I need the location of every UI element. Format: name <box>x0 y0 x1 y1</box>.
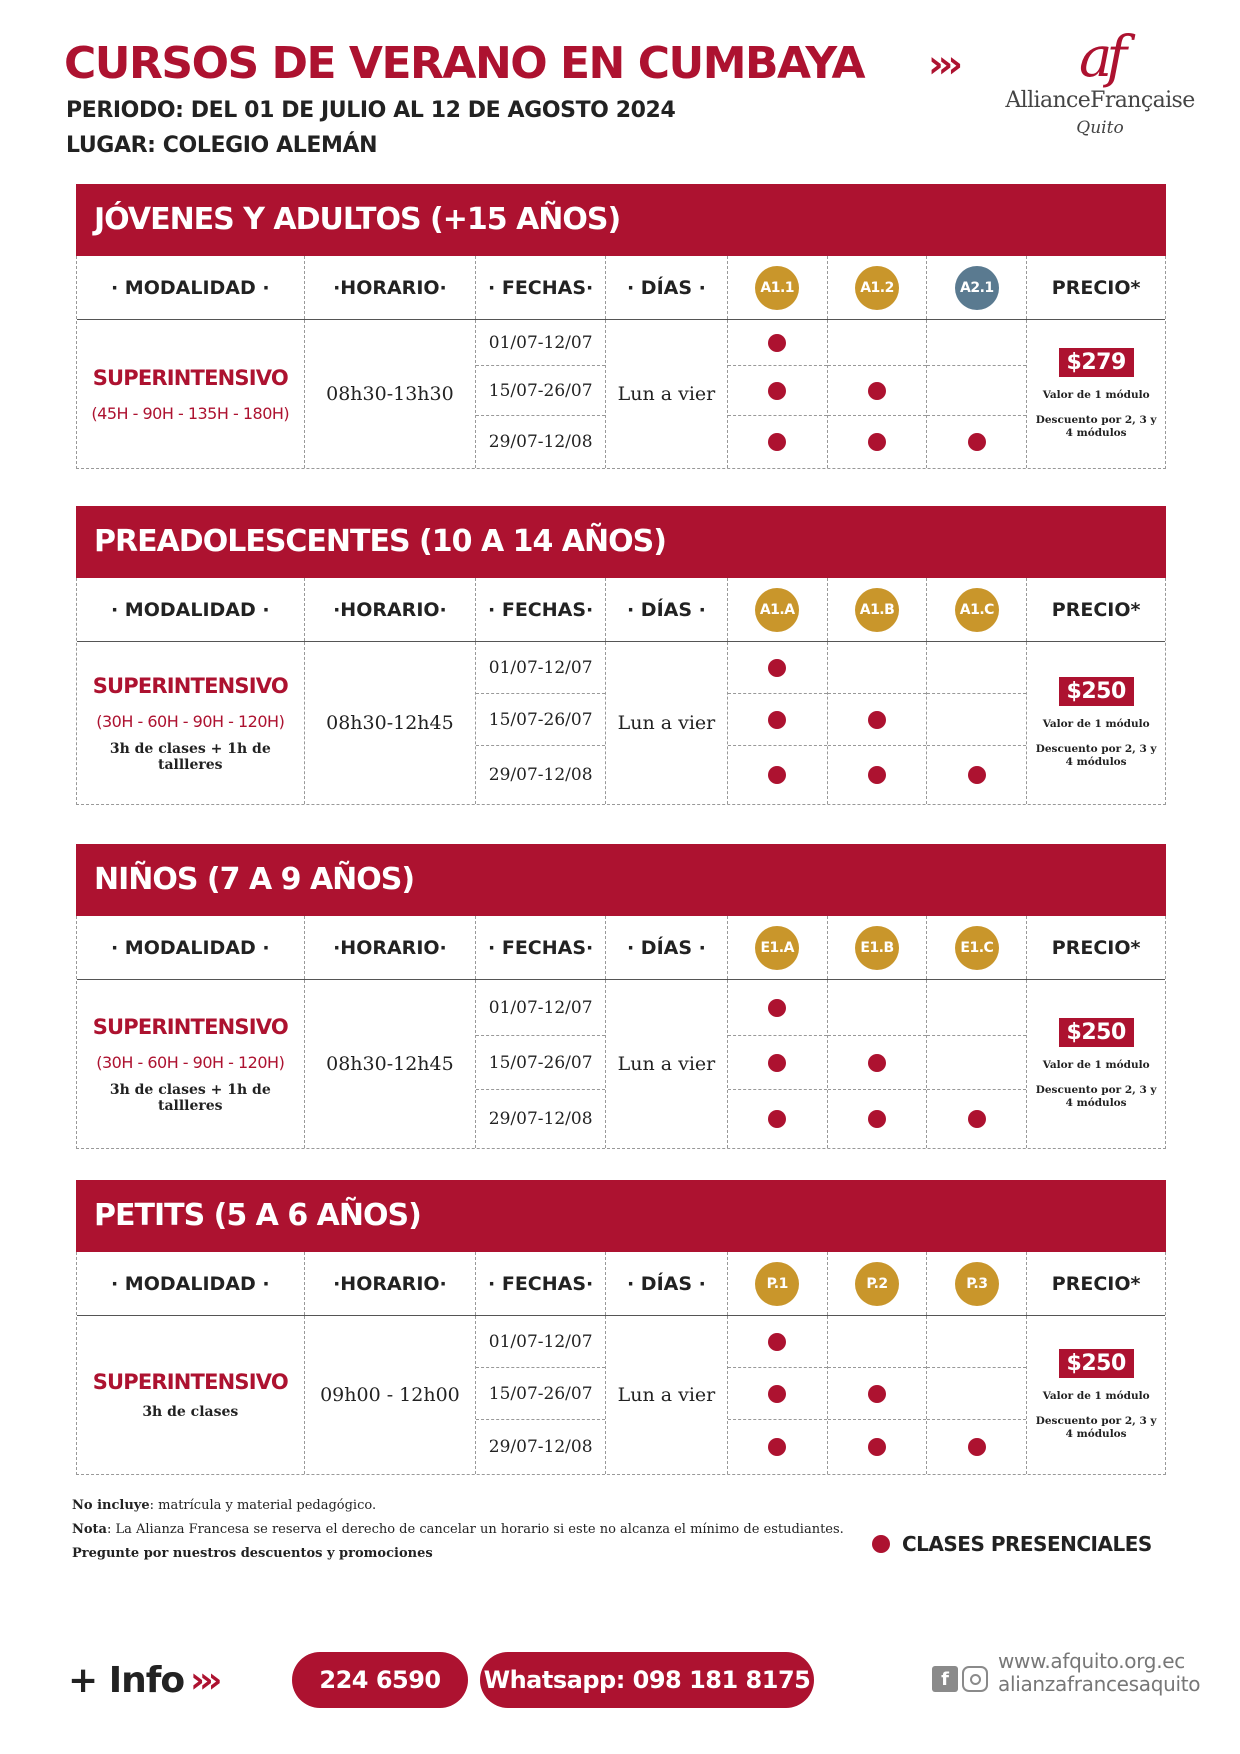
price-note: Valor de 1 módulo <box>1042 718 1150 730</box>
dot-icon <box>768 334 786 352</box>
col-fechas: · FECHAS· <box>476 916 606 979</box>
level-1-cell <box>728 980 828 1148</box>
dot-icon <box>768 1438 786 1456</box>
dot-slot <box>828 1368 927 1420</box>
table-body-row <box>77 1316 1165 1474</box>
social-handle[interactable]: alianzafrancesaquito <box>998 1672 1201 1696</box>
dot-slot <box>728 1316 827 1368</box>
price-discount-note: Descuento por 2, 3 y 4 módulos <box>1035 1415 1157 1440</box>
dot-slot <box>728 1368 827 1420</box>
precio-cell <box>1027 980 1165 1148</box>
dot-icon <box>868 433 886 451</box>
dot-icon <box>968 1110 986 1128</box>
table-body-row <box>77 980 1165 1148</box>
dot-icon <box>768 382 786 400</box>
dot-icon <box>768 711 786 729</box>
col-precio: PRECIO* <box>1051 936 1141 959</box>
legend <box>872 1532 1152 1556</box>
modalidad-cell <box>77 320 305 468</box>
col-level-3 <box>927 578 1027 641</box>
dot-slot <box>728 366 827 416</box>
dot-icon <box>768 1110 786 1128</box>
dot-slot <box>728 694 827 746</box>
price-discount-note: Descuento por 2, 3 y 4 módulos <box>1035 743 1157 768</box>
col-level-3 <box>927 256 1027 319</box>
level-badge: E1.C <box>955 926 999 970</box>
dot-icon <box>868 766 886 784</box>
modalidad-extra: 3h de clases + 1h de tallleres <box>109 740 271 773</box>
horario-cell: 09h00 - 12h00 <box>305 1316 477 1474</box>
col-fechas: · FECHAS· <box>476 1252 606 1315</box>
level-badge: A1.C <box>955 588 999 632</box>
col-level-1 <box>728 1252 828 1315</box>
col-modalidad: · MODALIDAD · <box>77 256 305 319</box>
info-label: + Info <box>68 1660 185 1701</box>
dot-slot <box>828 1316 927 1368</box>
footnote-promo: Pregunte por nuestros descuentos y promociones <box>72 1546 433 1561</box>
col-level-3 <box>927 916 1027 979</box>
dot-slot <box>728 416 827 468</box>
dot-icon <box>868 1054 886 1072</box>
dot-slot <box>927 1090 1026 1148</box>
dot-slot <box>927 694 1026 746</box>
arrows-icon: ››› <box>928 42 957 86</box>
section-title: PETITS (5 A 6 AÑOS) <box>76 1180 1166 1252</box>
level-badge: A1.1 <box>755 266 799 310</box>
dot-icon <box>868 711 886 729</box>
level-badge: P.1 <box>755 1262 799 1306</box>
date-range: 29/07-12/08 <box>488 1437 593 1457</box>
date-range: 01/07-12/07 <box>476 1316 605 1368</box>
col-precio: PRECIO* <box>1051 598 1141 621</box>
col-level-2 <box>828 256 928 319</box>
level-1-cell <box>728 1316 828 1474</box>
course-section <box>76 1180 1166 1475</box>
col-dias: · DÍAS · <box>606 1252 728 1315</box>
dot-slot <box>728 980 827 1036</box>
dot-icon <box>768 659 786 677</box>
fechas-cell <box>476 980 606 1148</box>
level-3-cell <box>927 980 1027 1148</box>
table-header-row <box>77 578 1165 642</box>
period-text: PERIODO: DEL 01 DE JULIO AL 12 DE AGOSTO 2024 <box>66 98 676 123</box>
level-2-cell <box>828 1316 928 1474</box>
col-level-2 <box>828 578 928 641</box>
level-3-cell <box>927 642 1027 804</box>
level-2-cell <box>828 642 928 804</box>
level-3-cell <box>927 1316 1027 1474</box>
dot-slot <box>927 320 1026 366</box>
place-text: LUGAR: COLEGIO ALEMÁN <box>66 133 378 158</box>
dot-slot <box>728 1036 827 1090</box>
dot-slot <box>927 366 1026 416</box>
date-range: 01/07-12/07 <box>476 320 605 366</box>
level-badge: P.3 <box>955 1262 999 1306</box>
dot-slot <box>828 1036 927 1090</box>
col-level-1 <box>728 256 828 319</box>
date-range: 15/07-26/07 <box>476 1368 605 1420</box>
horario-cell: 08h30-12h45 <box>305 642 477 804</box>
course-table <box>76 1252 1166 1475</box>
page-title: CURSOS DE VERANO EN CUMBAYA <box>64 38 865 89</box>
dot-slot <box>927 1316 1026 1368</box>
col-modalidad: · MODALIDAD · <box>77 916 305 979</box>
col-fechas: · FECHAS· <box>476 256 606 319</box>
dot-slot <box>927 746 1026 804</box>
table-body-row <box>77 320 1165 468</box>
dot-slot <box>927 642 1026 694</box>
modalidad-hours: (30H - 60H - 90H - 120H) <box>96 711 285 731</box>
dot-icon <box>768 766 786 784</box>
dot-icon <box>768 433 786 451</box>
price-tag: $250 <box>1059 1349 1134 1378</box>
dot-icon <box>868 1438 886 1456</box>
col-horario: ·HORARIO· <box>305 1252 477 1315</box>
date-range: 01/07-12/07 <box>476 980 605 1036</box>
table-body-row <box>77 642 1165 804</box>
dot-slot <box>927 1036 1026 1090</box>
dot-icon <box>968 433 986 451</box>
precio-cell <box>1027 1316 1165 1474</box>
col-level-1 <box>728 916 828 979</box>
dot-icon <box>868 1385 886 1403</box>
logo-name: AllianceFrançaise <box>1005 88 1195 113</box>
price-tag: $279 <box>1059 348 1134 377</box>
modalidad-hours: (30H - 60H - 90H - 120H) <box>96 1052 285 1072</box>
dot-icon <box>768 1385 786 1403</box>
dot-slot <box>728 1420 827 1474</box>
logo-city: Quito <box>1076 118 1124 138</box>
section-title: PREADOLESCENTES (10 A 14 AÑOS) <box>76 506 1166 578</box>
modalidad-title: SUPERINTENSIVO <box>92 365 288 390</box>
price-tag: $250 <box>1059 1018 1134 1047</box>
section-title: JÓVENES Y ADULTOS (+15 AÑOS) <box>76 184 1166 256</box>
dot-slot <box>828 980 927 1036</box>
level-1-cell <box>728 320 828 468</box>
dot-slot <box>828 1420 927 1474</box>
course-table <box>76 256 1166 469</box>
modalidad-cell <box>77 980 305 1148</box>
level-badge: E1.B <box>855 926 899 970</box>
dot-icon <box>868 1110 886 1128</box>
table-header-row <box>77 256 1165 320</box>
level-3-cell <box>927 320 1027 468</box>
col-level-3 <box>927 1252 1027 1315</box>
level-2-cell <box>828 980 928 1148</box>
modalidad-cell <box>77 1316 305 1474</box>
af-logo-mark: af <box>1078 25 1122 90</box>
facebook-icon[interactable]: f <box>932 1666 958 1692</box>
modalidad-cell <box>77 642 305 804</box>
dias-cell: Lun a vier <box>606 320 728 468</box>
dias-cell: Lun a vier <box>606 1316 728 1474</box>
dot-slot <box>927 1420 1026 1474</box>
dot-slot <box>828 320 927 366</box>
dot-slot <box>828 642 927 694</box>
modalidad-title: SUPERINTENSIVO <box>92 1014 288 1039</box>
dot-slot <box>828 416 927 468</box>
col-horario: ·HORARIO· <box>305 916 477 979</box>
dot-slot <box>828 746 927 804</box>
dot-slot <box>728 642 827 694</box>
col-level-1 <box>728 578 828 641</box>
level-2-cell <box>828 320 928 468</box>
footnote-excludes: No incluye: matrícula y material pedagógico. <box>72 1498 377 1513</box>
col-horario: ·HORARIO· <box>305 256 477 319</box>
dot-slot <box>728 320 827 366</box>
price-note: Valor de 1 módulo <box>1042 389 1150 401</box>
web-links <box>998 1650 1200 1696</box>
dot-slot <box>728 1090 827 1148</box>
col-fechas: · FECHAS· <box>476 578 606 641</box>
modalidad-title: SUPERINTENSIVO <box>92 673 288 698</box>
dot-icon <box>768 1054 786 1072</box>
arrows-icon: ››› <box>190 1660 217 1701</box>
alliance-francaise-logo <box>990 25 1210 138</box>
dot-slot <box>828 694 927 746</box>
course-table <box>76 916 1166 1149</box>
level-badge: A1.2 <box>855 266 899 310</box>
fechas-cell <box>476 320 606 468</box>
col-dias: · DÍAS · <box>606 916 728 979</box>
col-dias: · DÍAS · <box>606 256 728 319</box>
level-1-cell <box>728 642 828 804</box>
fechas-cell <box>476 1316 606 1474</box>
dot-icon <box>968 1438 986 1456</box>
date-range: 29/07-12/08 <box>488 765 593 785</box>
col-dias: · DÍAS · <box>606 578 728 641</box>
dot-slot <box>728 746 827 804</box>
dot-slot <box>927 1368 1026 1420</box>
modalidad-hours: (45H - 90H - 135H - 180H) <box>91 403 290 423</box>
horario-cell: 08h30-12h45 <box>305 980 477 1148</box>
date-range: 01/07-12/07 <box>476 642 605 694</box>
level-badge: P.2 <box>855 1262 899 1306</box>
legend-label: CLASES PRESENCIALES <box>902 1532 1152 1556</box>
level-badge: A1.B <box>855 588 899 632</box>
price-note: Valor de 1 módulo <box>1042 1390 1150 1402</box>
dot-slot <box>927 416 1026 468</box>
date-range: 29/07-12/08 <box>488 1109 593 1129</box>
social-icons <box>932 1666 992 1692</box>
price-note: Valor de 1 módulo <box>1042 1059 1150 1071</box>
col-precio: PRECIO* <box>1051 276 1141 299</box>
level-badge: A2.1 <box>955 266 999 310</box>
dot-slot <box>828 366 927 416</box>
course-section <box>76 506 1166 805</box>
precio-cell <box>1027 320 1165 468</box>
col-level-2 <box>828 1252 928 1315</box>
dot-icon <box>968 766 986 784</box>
col-modalidad: · MODALIDAD · <box>77 1252 305 1315</box>
section-title: NIÑOS (7 A 9 AÑOS) <box>76 844 1166 916</box>
dot-slot <box>927 980 1026 1036</box>
price-discount-note: Descuento por 2, 3 y 4 módulos <box>1035 414 1157 439</box>
course-section <box>76 844 1166 1149</box>
phone-button[interactable]: 224 6590 <box>292 1652 468 1708</box>
level-badge: E1.A <box>755 926 799 970</box>
modalidad-extra: 3h de clases <box>142 1404 239 1420</box>
instagram-icon[interactable] <box>962 1666 988 1692</box>
fechas-cell <box>476 642 606 804</box>
course-section <box>76 184 1166 469</box>
horario-cell: 08h30-13h30 <box>305 320 477 468</box>
date-range: 15/07-26/07 <box>476 366 605 416</box>
modalidad-title: SUPERINTENSIVO <box>92 1370 288 1394</box>
col-modalidad: · MODALIDAD · <box>77 578 305 641</box>
col-precio: PRECIO* <box>1051 1272 1141 1295</box>
table-header-row <box>77 916 1165 980</box>
date-range: 29/07-12/08 <box>488 432 593 452</box>
dot-icon <box>768 1333 786 1351</box>
whatsapp-button[interactable]: Whatsapp: 098 181 8175 <box>480 1652 814 1708</box>
website-link[interactable]: www.afquito.org.ec <box>998 1649 1185 1673</box>
dot-icon <box>868 382 886 400</box>
price-tag: $250 <box>1059 677 1134 706</box>
dot-slot <box>828 1090 927 1148</box>
dot-icon <box>872 1535 890 1553</box>
col-level-2 <box>828 916 928 979</box>
modalidad-extra: 3h de clases + 1h de tallleres <box>109 1081 271 1114</box>
dot-icon <box>768 999 786 1017</box>
course-table <box>76 578 1166 805</box>
col-horario: ·HORARIO· <box>305 578 477 641</box>
dias-cell: Lun a vier <box>606 980 728 1148</box>
dias-cell: Lun a vier <box>606 642 728 804</box>
date-range: 15/07-26/07 <box>476 694 605 746</box>
footnote-note: Nota: La Alianza Francesa se reserva el derecho de cancelar un horario si este no alcanza el mínimo de estudiantes. <box>72 1522 844 1537</box>
date-range: 15/07-26/07 <box>476 1036 605 1090</box>
level-badge: A1.A <box>755 588 799 632</box>
precio-cell <box>1027 642 1165 804</box>
price-discount-note: Descuento por 2, 3 y 4 módulos <box>1035 1084 1157 1109</box>
table-header-row <box>77 1252 1165 1316</box>
